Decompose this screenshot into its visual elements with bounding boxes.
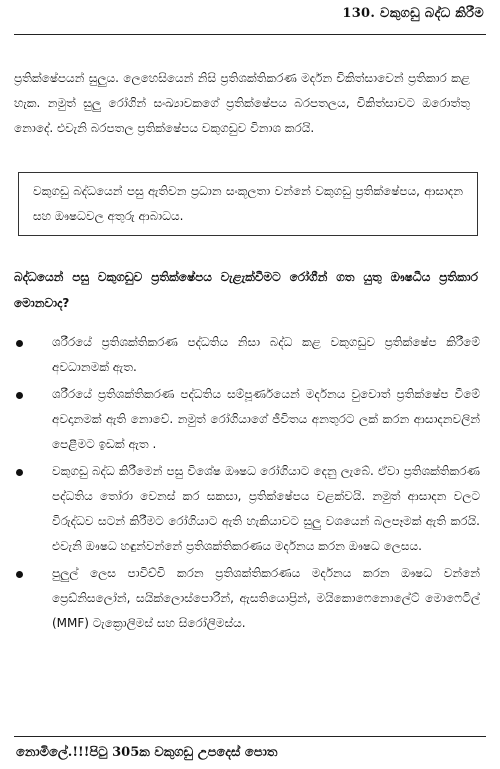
page-header bbox=[14, 0, 486, 35]
intro-paragraph: ප්‍රතික්ෂේපයන් සුලුය. ලෙහෙසියෙන් නිසි ප්‍රතිශක්තිකරණ මර්දන චිකිත්සාවෙන් ප්‍රතිකාර කළ හැක. නමුත් සුලු රෝගින් සංඛ්‍යාවකගේ ප්‍රතික්ෂේපය බරපතලය, චිකිත්සාවට ඔරොත්තු නොදේ. එවැනි බරපතල ප්‍රතික්ෂේපය වකුගඩුව විනාශ කරයි. bbox=[14, 71, 470, 135]
list-item-text: ශරීරයේ ප්‍රතිශක්තිකරණ පද්ධතිය නිසා බද්ධ කළ වකුගඩුව ප්‍රතික්ෂේප කිරීමේ අවධානමක් ඇත. bbox=[52, 335, 480, 374]
note-box: වකුගඩු බද්ධයෙන් පසු ඇතිවන ප්‍රධාන සංකූලතා වන්නේ වකුගඩු ප්‍රතික්ෂේපය, ආසාදන සහ ඖෂධවල අතුරු ආබාධය. bbox=[18, 172, 478, 236]
list-item-text: ශරීරයේ ප්‍රතිශක්තිකරණ පද්ධතිය සම්පූර්ණයෙන් මර්දනය වුවොත් ප්‍රතික්ෂේප වීමේ අවදානමක් ඇති නොවේ. නමුත් රෝගියාගේ ජීවිතය අනතුරට ලක් කරන ආසාදනවලින් පෙළීමට ඉඩක් ඇත . bbox=[52, 387, 480, 451]
bullet-list bbox=[16, 330, 480, 638]
page-title: 130. වකුගඩු බද්ධ කිරීම bbox=[342, 6, 484, 21]
list-item bbox=[16, 561, 480, 636]
list-item bbox=[16, 382, 480, 457]
bullet-icon bbox=[16, 392, 23, 399]
book-title: නොමිලේ.!!!පිටු 305ක වකුගඩු උපදෙස් පොත bbox=[16, 745, 278, 760]
bullet-icon bbox=[16, 340, 23, 347]
bullet-icon bbox=[16, 571, 23, 578]
list-item-text: පුලුල් ලෙස පාවිච්චි කරන ප්‍රතිශක්තිකරණය මර්දනය කරන ඖෂධ වන්නේ ප්‍රෙඩ්නිසලෝන්, සයික්ලොස්පොරින්, ඇසතියොප්‍රින්, මයිකොෆෙනොලේට් මොෆෙටිල් (MMF) ටැක්‍රොලිමස් සහ සිරෝලිමස්ය. bbox=[52, 566, 480, 630]
section-question: බද්ධයෙන් පසු වකුගඩුව ප්‍රතික්ෂේපය වැළැක්වීමට රෝගීන් ගත යුතු ඖෂධීය ප්‍රතිකාර මොනවාද? bbox=[14, 270, 478, 310]
page-footer bbox=[14, 736, 486, 769]
list-item-text: වකුගඩු බද්ධ කිරීමෙන් පසු විශේෂ ඖෂධ රෝගියාට දෙනු ලැබේ. ඒවා ප්‍රතිශක්තිකරණ පද්ධතිය තෝරා වෙනස් කර සකසා, ප්‍රතික්ෂේපය වළක්වයි. නමුත් ආසාදන වලට විරුද්ධව සටන් කිරීමට රෝගියාට ඇති හැකියාවට සුලු වශයෙන් බලපෑමක් ඇති කරයි. එවැනි ඖෂධ හඳුන්වන්නේ ප්‍රතිශක්තිකරණය මර්දනය කරන ඖෂධ ලෙසය. bbox=[52, 464, 480, 553]
list-item bbox=[16, 330, 480, 380]
list-item bbox=[16, 459, 480, 559]
bullet-icon bbox=[16, 469, 23, 476]
